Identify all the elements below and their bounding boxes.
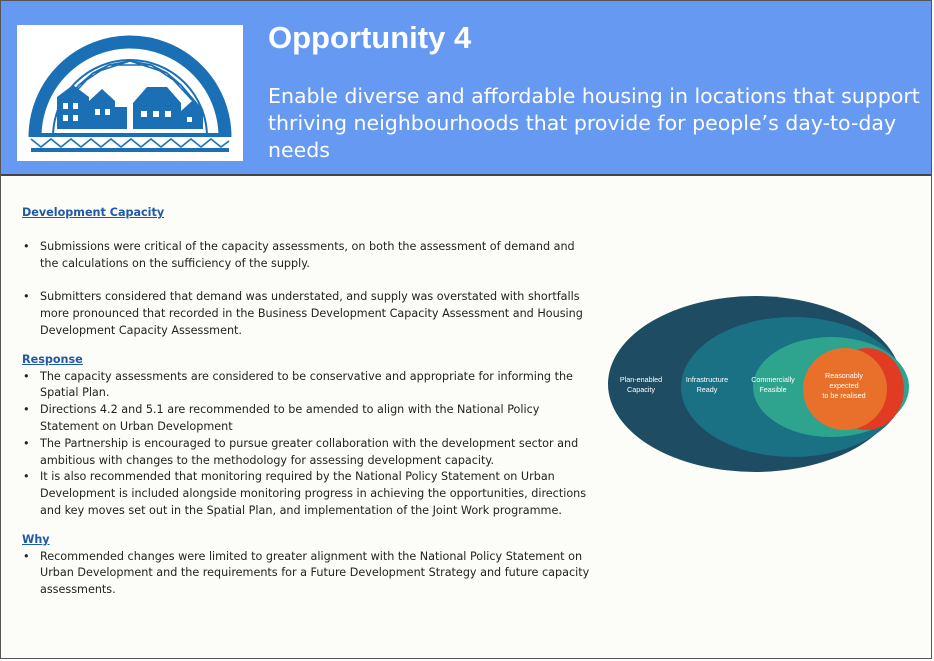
harbour-houses-dome-icon	[17, 25, 243, 161]
heading-response: Response	[22, 352, 83, 366]
label-commercial-2: Feasible	[759, 385, 787, 394]
list-item: • The Partnership is encouraged to pursue greater collaboration with the development sector and ambitious with changes to the methodology for assessing development capacity.	[22, 436, 592, 470]
label-expected-2: expected	[829, 381, 859, 390]
why-list	[22, 549, 592, 599]
list-item: • Directions 4.2 and 5.1 are recommended to be amended to align with the National Policy Statement on Urban Development	[22, 402, 592, 436]
list-item: • Submitters considered that demand was understated, and supply was overstated with shortfalls more pronounced that recorded in the Business Development Capacity Assessment and Housing Development Capacity Assessment.	[22, 289, 592, 339]
response-list	[22, 369, 592, 520]
capacity-nested-ellipses-diagram	[599, 294, 909, 474]
header-banner	[1, 1, 932, 176]
label-expected-3: to be realised	[822, 391, 866, 400]
content-body	[22, 205, 592, 599]
label-expected-1: Reasonably	[825, 371, 863, 380]
label-infra-1: Infrastructure	[685, 375, 729, 384]
label-plan-enabled-1: Plan-enabled	[619, 375, 663, 384]
development-capacity-list	[22, 239, 592, 340]
logo	[17, 25, 243, 161]
label-infra-2: Ready	[696, 385, 718, 394]
page-title: Opportunity 4	[268, 20, 472, 55]
heading-why: Why	[22, 532, 50, 546]
list-item: • It is also recommended that monitoring required by the National Policy Statement on Urban Development is included alongside monitoring progress in achieving the opportunities, directions and key moves set out in the Spatial Plan, and implementation of the Joint Work programme.	[22, 469, 592, 519]
list-item: • The capacity assessments are considered to be conservative and appropriate for informing the Spatial Plan.	[22, 369, 592, 403]
list-item: • Submissions were critical of the capacity assessments, on both the assessment of demand and the calculations on the sufficiency of the supply.	[22, 239, 592, 273]
label-commercial-1: Commercially	[751, 375, 795, 384]
list-item: • Recommended changes were limited to greater alignment with the National Policy Statement on Urban Development and the requirements for a Future Development Strategy and future capacity assessments.	[22, 549, 592, 599]
label-plan-enabled-2: Capacity	[627, 385, 655, 394]
heading-development-capacity: Development Capacity	[22, 206, 165, 219]
page-subtitle: Enable diverse and affordable housing in locations that support thriving neighbourhoods that provide for people’s day-to-day needs	[268, 84, 920, 162]
